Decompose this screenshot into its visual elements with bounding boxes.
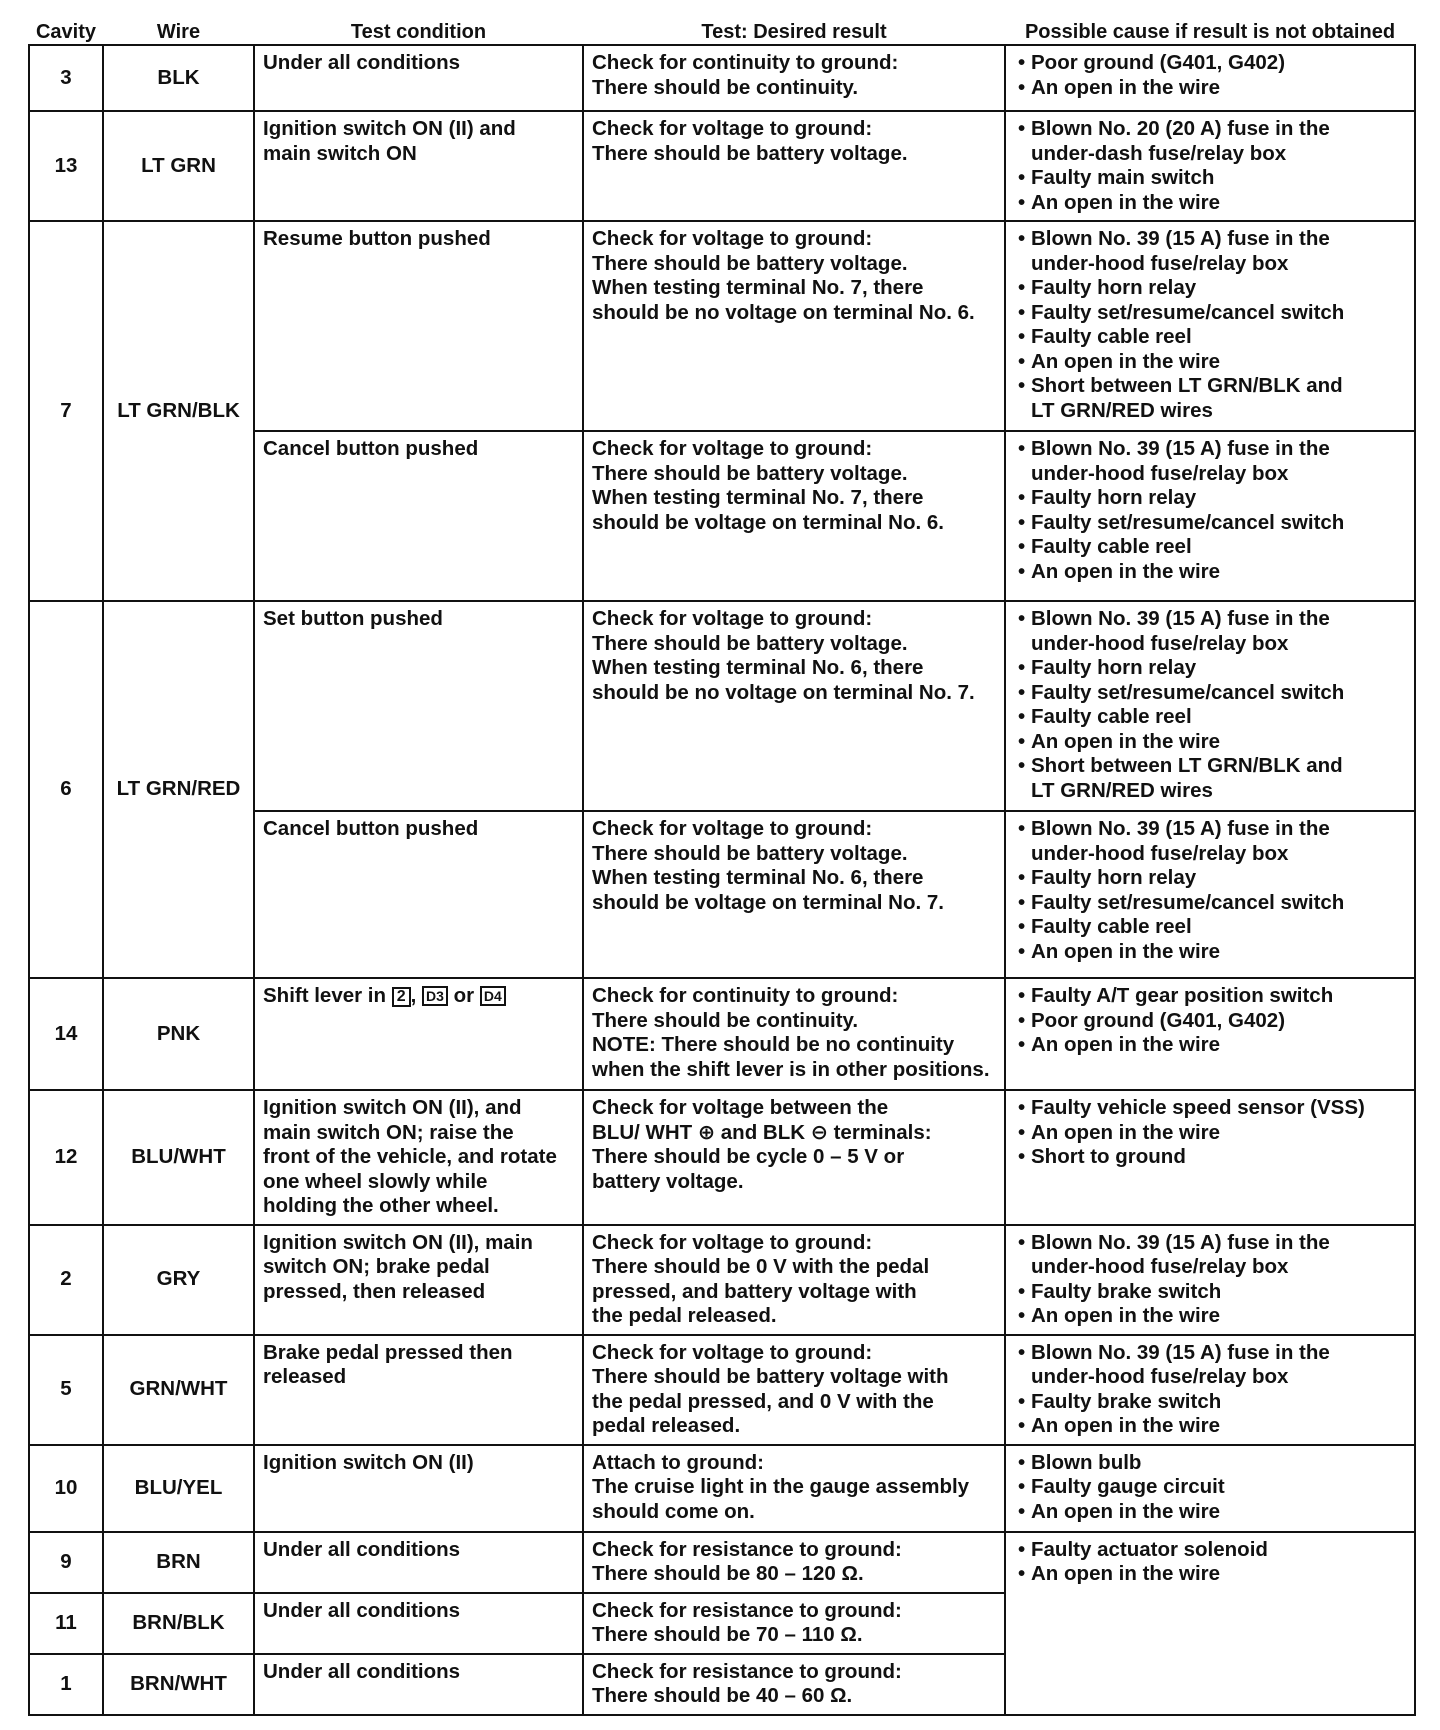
condition-line: front of the vehicle, and rotate — [263, 1145, 557, 1168]
condition-line: switch ON; brake pedal — [263, 1255, 490, 1278]
cause-item: • Faulty set/resume/cancel switch — [1014, 681, 1406, 706]
cavity-cell: 2 — [29, 1225, 103, 1335]
troubleshooting-table — [28, 10, 1416, 1716]
gear-position-2: 2 — [392, 987, 411, 1007]
condition-line: Under all conditions — [263, 1598, 461, 1622]
cause-item: • An open in the wire — [1014, 76, 1406, 101]
wire-cell: BLK — [103, 45, 254, 111]
result-cell — [583, 111, 1005, 221]
table-row — [29, 221, 1415, 431]
header-cavity: Cavity — [35, 21, 97, 43]
result-line: should be voltage on terminal No. 7. — [592, 890, 944, 914]
cause-item: • Blown No. 20 (20 A) fuse in the — [1014, 117, 1406, 142]
cause-item-continuation: under-hood fuse/relay box — [1031, 631, 1289, 655]
condition-line: pressed, then released — [263, 1279, 486, 1303]
cause-item: • Blown No. 39 (15 A) fuse in the — [1014, 607, 1406, 632]
wire-cell: LT GRN/RED — [103, 601, 254, 978]
gear-position-d3: D3 — [422, 986, 448, 1006]
result-line: There should be 80 – 120 Ω. — [592, 1562, 864, 1585]
cavity-cell: 7 — [29, 221, 103, 601]
cause-item: • Faulty horn relay — [1014, 866, 1406, 891]
result-cell — [583, 1593, 1005, 1654]
cause-cell — [1005, 111, 1415, 221]
result-line: when the shift lever is in other positions. — [592, 1057, 990, 1081]
header-wire: Wire — [156, 21, 201, 43]
condition-cell — [254, 111, 583, 221]
cause-item: • Faulty horn relay — [1014, 486, 1406, 511]
result-line: BLU/ WHT ⊕ and BLK ⊖ terminals: — [592, 1120, 932, 1144]
condition-line: main switch ON — [263, 141, 417, 165]
cause-item: • Faulty main switch — [1014, 166, 1406, 191]
cause-item: • An open in the wire — [1014, 1033, 1406, 1058]
cause-cell — [1005, 45, 1415, 111]
cause-item: • Faulty A/T gear position switch — [1014, 984, 1406, 1009]
result-line: There should be battery voltage. — [592, 631, 908, 655]
result-cell — [583, 601, 1005, 811]
result-line: the pedal pressed, and 0 V with the — [592, 1389, 934, 1413]
cause-item: • Short between LT GRN/BLK and — [1014, 754, 1406, 779]
result-cell — [583, 431, 1005, 601]
cause-item: • Blown No. 39 (15 A) fuse in the — [1014, 817, 1406, 842]
result-line: pedal released. — [592, 1414, 741, 1437]
cavity-cell: 5 — [29, 1335, 103, 1445]
condition-line: Under all conditions — [263, 51, 461, 74]
condition-line: Ignition switch ON (II), main — [263, 1230, 533, 1254]
condition-cell — [254, 601, 583, 811]
result-cell — [583, 1654, 1005, 1715]
condition-line: Under all conditions — [263, 1659, 461, 1683]
wire-cell: BLU/YEL — [103, 1445, 254, 1532]
result-line: Check for resistance to ground: — [592, 1659, 902, 1683]
result-cell — [583, 1090, 1005, 1225]
wire-cell: GRY — [103, 1225, 254, 1335]
cavity-cell: 3 — [29, 45, 103, 111]
result-line: There should be cycle 0 – 5 V or — [592, 1145, 905, 1168]
result-line: There should be 40 – 60 Ω. — [592, 1684, 853, 1707]
table-row — [29, 111, 1415, 221]
cause-item: • Faulty horn relay — [1014, 656, 1406, 681]
result-line: Check for voltage between the — [592, 1096, 889, 1119]
wire-cell: BRN/BLK — [103, 1593, 254, 1654]
result-line: Check for voltage to ground: — [592, 117, 873, 140]
cavity-cell: 13 — [29, 111, 103, 221]
cause-item: • Faulty actuator solenoid — [1014, 1538, 1406, 1563]
cause-item: • Blown No. 39 (15 A) fuse in the — [1014, 227, 1406, 252]
result-line: There should be battery voltage with — [592, 1365, 949, 1388]
condition-line: released — [263, 1365, 347, 1388]
wire-cell: BRN — [103, 1532, 254, 1593]
result-line: Check for voltage to ground: — [592, 227, 873, 250]
wire-cell: LT GRN — [103, 111, 254, 221]
table-row — [29, 45, 1415, 111]
wire-cell: BRN/WHT — [103, 1654, 254, 1715]
condition-line — [263, 984, 574, 1009]
cause-item: • An open in the wire — [1014, 1121, 1406, 1146]
cause-item-continuation: LT GRN/RED wires — [1031, 398, 1213, 422]
result-line: There should be 0 V with the pedal — [592, 1255, 930, 1278]
condition-prefix: Shift lever in — [263, 984, 387, 1007]
cause-item: • An open in the wire — [1014, 1304, 1406, 1329]
result-line: Check for voltage to ground: — [592, 607, 873, 630]
result-line: should be no voltage on terminal No. 7. — [592, 680, 975, 704]
condition-line: one wheel slowly while — [263, 1169, 488, 1193]
result-line: the pedal released. — [592, 1304, 777, 1327]
result-line: Check for continuity to ground: — [592, 984, 899, 1007]
result-line: There should be battery voltage. — [592, 841, 908, 865]
result-cell — [583, 1335, 1005, 1445]
cavity-cell: 1 — [29, 1654, 103, 1715]
table-row — [29, 1335, 1415, 1445]
cause-item: • Faulty vehicle speed sensor (VSS) — [1014, 1096, 1406, 1121]
header-test-condition: Test condition — [350, 21, 487, 43]
header-desired-result: Test: Desired result — [701, 21, 887, 43]
condition-cell — [254, 1225, 583, 1335]
cause-item: • Blown bulb — [1014, 1451, 1406, 1476]
cause-item-continuation: under-hood fuse/relay box — [1031, 841, 1289, 865]
separator-or: or — [453, 984, 475, 1007]
table-row — [29, 1225, 1415, 1335]
table-row — [29, 1445, 1415, 1532]
condition-line: Ignition switch ON (II) and — [263, 117, 516, 140]
result-cell — [583, 1532, 1005, 1593]
separator-comma: , — [410, 984, 417, 1007]
result-line: When testing terminal No. 6, there — [592, 866, 924, 889]
result-cell — [583, 978, 1005, 1090]
cavity-cell: 11 — [29, 1593, 103, 1654]
condition-line: Cancel button pushed — [263, 817, 479, 840]
cause-item: • Faulty brake switch — [1014, 1280, 1406, 1305]
condition-cell — [254, 45, 583, 111]
condition-line: Ignition switch ON (II) — [263, 1450, 474, 1474]
cause-cell — [1005, 1090, 1415, 1225]
condition-cell — [254, 1654, 583, 1715]
result-line: Check for voltage to ground: — [592, 437, 873, 460]
table-row — [29, 601, 1415, 811]
cause-item-continuation: LT GRN/RED wires — [1031, 778, 1213, 802]
cause-item: • Faulty brake switch — [1014, 1390, 1406, 1415]
cause-item: • Faulty set/resume/cancel switch — [1014, 301, 1406, 326]
cause-cell — [1005, 978, 1415, 1090]
cause-item: • Faulty cable reel — [1014, 325, 1406, 350]
cause-item: • Faulty cable reel — [1014, 705, 1406, 730]
cause-item: • Blown No. 39 (15 A) fuse in the — [1014, 1231, 1406, 1256]
cause-item: • Short between LT GRN/BLK and — [1014, 374, 1406, 399]
cause-cell — [1005, 1532, 1415, 1715]
cause-item: • Poor ground (G401, G402) — [1014, 1009, 1406, 1034]
wire-cell: BLU/WHT — [103, 1090, 254, 1225]
cause-item: • An open in the wire — [1014, 940, 1406, 965]
cause-cell — [1005, 1225, 1415, 1335]
result-line: Check for continuity to ground: — [592, 51, 899, 74]
cause-item-continuation: under-hood fuse/relay box — [1031, 1365, 1289, 1388]
wire-cell: GRN/WHT — [103, 1335, 254, 1445]
result-cell — [583, 811, 1005, 978]
result-line: should be voltage on terminal No. 6. — [592, 510, 944, 534]
cavity-cell: 10 — [29, 1445, 103, 1532]
cause-cell — [1005, 1445, 1415, 1532]
result-line: There should be 70 – 110 Ω. — [592, 1623, 863, 1646]
cause-item-continuation: under-hood fuse/relay box — [1031, 251, 1289, 275]
result-line: Check for voltage to ground: — [592, 1340, 873, 1364]
condition-line: Ignition switch ON (II), and — [263, 1096, 522, 1119]
condition-cell — [254, 1090, 583, 1225]
result-line: There should be battery voltage. — [592, 141, 908, 165]
cause-item-continuation: under-dash fuse/relay box — [1031, 141, 1287, 165]
cause-cell — [1005, 1335, 1415, 1445]
result-line: should be no voltage on terminal No. 6. — [592, 300, 975, 324]
cavity-cell: 9 — [29, 1532, 103, 1593]
wire-cell: PNK — [103, 978, 254, 1090]
cause-item: • Blown No. 39 (15 A) fuse in the — [1014, 437, 1406, 462]
condition-cell — [254, 811, 583, 978]
cause-item: • Faulty set/resume/cancel switch — [1014, 511, 1406, 536]
cause-item: • An open in the wire — [1014, 350, 1406, 375]
header-possible-cause: Possible cause if result is not obtained — [1024, 21, 1396, 43]
condition-cell — [254, 1593, 583, 1654]
cause-cell — [1005, 601, 1415, 811]
cause-item: • An open in the wire — [1014, 1562, 1406, 1587]
table-row — [29, 1532, 1415, 1593]
condition-line: Cancel button pushed — [263, 437, 479, 460]
condition-line: Resume button pushed — [263, 227, 491, 250]
table-row — [29, 978, 1415, 1090]
result-line: Check for resistance to ground: — [592, 1598, 902, 1622]
condition-line: Set button pushed — [263, 607, 443, 630]
cause-item: • Blown No. 39 (15 A) fuse in the — [1014, 1341, 1406, 1366]
condition-line: Under all conditions — [263, 1537, 461, 1561]
cavity-cell: 14 — [29, 978, 103, 1090]
result-line: Attach to ground: — [592, 1450, 764, 1474]
cause-item-continuation: under-hood fuse/relay box — [1031, 1255, 1289, 1278]
cause-item-continuation: under-hood fuse/relay box — [1031, 461, 1289, 485]
result-line: The cruise light in the gauge assembly — [592, 1475, 970, 1498]
result-line: When testing terminal No. 7, there — [592, 276, 924, 299]
result-cell — [583, 1225, 1005, 1335]
header-row — [29, 10, 1415, 45]
cause-item: • Faulty cable reel — [1014, 535, 1406, 560]
condition-cell — [254, 978, 583, 1090]
condition-line: holding the other wheel. — [263, 1194, 499, 1217]
condition-cell — [254, 431, 583, 601]
cause-item: • Faulty set/resume/cancel switch — [1014, 891, 1406, 916]
result-line: battery voltage. — [592, 1169, 744, 1193]
result-cell — [583, 45, 1005, 111]
cause-cell — [1005, 431, 1415, 601]
result-line: NOTE: There should be no continuity — [592, 1033, 955, 1056]
condition-line: main switch ON; raise the — [263, 1120, 514, 1144]
cavity-cell: 6 — [29, 601, 103, 978]
condition-cell — [254, 1335, 583, 1445]
gear-position-d4: D4 — [480, 986, 506, 1006]
result-cell — [583, 221, 1005, 431]
condition-cell — [254, 1532, 583, 1593]
cause-item: • An open in the wire — [1014, 730, 1406, 755]
wire-cell: LT GRN/BLK — [103, 221, 254, 601]
cause-item: • Faulty gauge circuit — [1014, 1475, 1406, 1500]
cause-item: • An open in the wire — [1014, 1500, 1406, 1525]
condition-cell — [254, 1445, 583, 1532]
table-row — [29, 1090, 1415, 1225]
result-line: When testing terminal No. 7, there — [592, 486, 924, 509]
cause-item: • Short to ground — [1014, 1145, 1406, 1170]
condition-line: Brake pedal pressed then — [263, 1340, 513, 1364]
result-line: There should be battery voltage. — [592, 461, 908, 485]
cause-item: • Faulty horn relay — [1014, 276, 1406, 301]
result-line: When testing terminal No. 6, there — [592, 656, 924, 679]
cause-cell — [1005, 811, 1415, 978]
cause-item: • An open in the wire — [1014, 1414, 1406, 1439]
result-line: There should be continuity. — [592, 1008, 859, 1032]
cause-item: • An open in the wire — [1014, 560, 1406, 585]
result-line: Check for resistance to ground: — [592, 1537, 902, 1561]
result-line: There should be battery voltage. — [592, 251, 908, 275]
result-cell — [583, 1445, 1005, 1532]
result-line: Check for voltage to ground: — [592, 817, 873, 840]
result-line: should come on. — [592, 1499, 755, 1523]
condition-cell — [254, 221, 583, 431]
result-line: Check for voltage to ground: — [592, 1230, 873, 1254]
cause-item: • An open in the wire — [1014, 191, 1406, 216]
result-line: pressed, and battery voltage with — [592, 1279, 917, 1303]
cause-item: • Poor ground (G401, G402) — [1014, 51, 1406, 76]
cavity-cell: 12 — [29, 1090, 103, 1225]
cause-cell — [1005, 221, 1415, 431]
result-line: There should be continuity. — [592, 75, 859, 99]
cause-item: • Faulty cable reel — [1014, 915, 1406, 940]
